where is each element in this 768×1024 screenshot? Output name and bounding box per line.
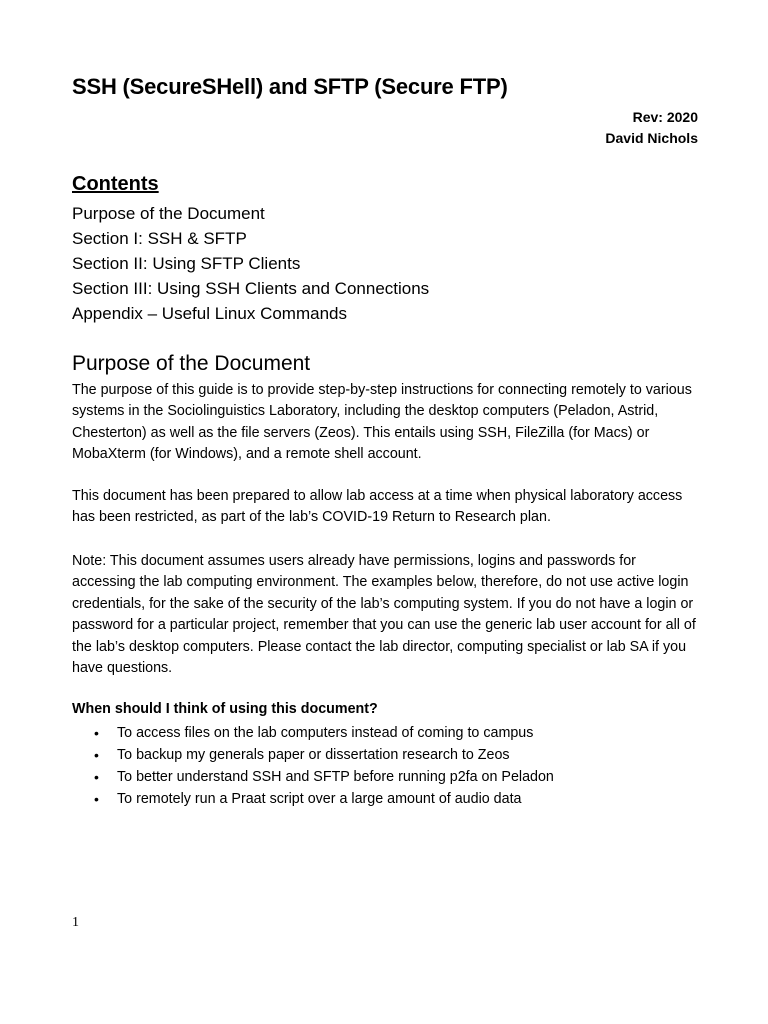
- bullet-icon: •: [94, 725, 99, 741]
- bullet-icon: •: [94, 791, 99, 807]
- bullet-icon: •: [94, 769, 99, 785]
- list-item-text: To backup my generals paper or dissertation research to Zeos: [117, 747, 510, 763]
- purpose-paragraph-2: This document has been prepared to allow lab access at a time when physical laboratory access has been restricted, as part of the lab’s COVID-19 Return to Research plan.: [72, 488, 683, 526]
- toc-item-appendix: Appendix – Useful Linux Commands: [72, 304, 347, 323]
- toc-item-section-2: Section II: Using SFTP Clients: [72, 254, 301, 273]
- list-item-text: To better understand SSH and SFTP before running p2fa on Peladon: [117, 769, 554, 785]
- document-page: [72, 0, 698, 1024]
- table-of-contents: [72, 201, 429, 326]
- purpose-paragraph-3: Note: This document assumes users already have permissions, logins and passwords for accessing the lab computing environment. The examples below, therefore, do not use active login credentials, for the sake of the security of the lab’s computing system. If you do not have a login or password for a particular project, remember that you can use the generic lab user account for all of the lab’s desktop computers. Please contact the lab director, computing specialist or lab SA if you have questions.: [72, 553, 696, 677]
- revision-label: Rev: 2020: [632, 109, 698, 125]
- purpose-heading: Purpose of the Document: [72, 352, 311, 375]
- list-item-text: To remotely run a Praat script over a large amount of audio data: [117, 791, 522, 807]
- revision-block: [605, 107, 698, 149]
- list-item-text: To access files on the lab computers instead of coming to campus: [117, 725, 534, 741]
- page-number: 1: [72, 915, 79, 930]
- bullet-icon: •: [94, 747, 99, 763]
- toc-item-section-1: Section I: SSH & SFTP: [72, 229, 247, 248]
- contents-heading: Contents: [72, 173, 159, 195]
- list-item: [72, 744, 554, 766]
- when-heading: When should I think of using this document?: [72, 701, 378, 717]
- list-item: [72, 788, 554, 810]
- toc-item-purpose: Purpose of the Document: [72, 204, 265, 223]
- when-bullet-list: [72, 722, 554, 810]
- list-item: [72, 722, 554, 744]
- purpose-paragraph-1: The purpose of this guide is to provide step-by-step instructions for connecting remotely to various systems in the Sociolinguistics Laboratory, including the desktop computers (Peladon, Astrid, Chesterton) as well as the file servers (Zeos). This entails using SSH, FileZilla (for Macs) or MobaXterm (for Windows), and a remote shell account.: [72, 382, 692, 463]
- toc-item-section-3: Section III: Using SSH Clients and Connections: [72, 279, 430, 298]
- document-title: SSH (SecureSHell) and SFTP (Secure FTP): [72, 74, 508, 99]
- list-item: [72, 766, 554, 788]
- author-name: David Nichols: [605, 130, 698, 146]
